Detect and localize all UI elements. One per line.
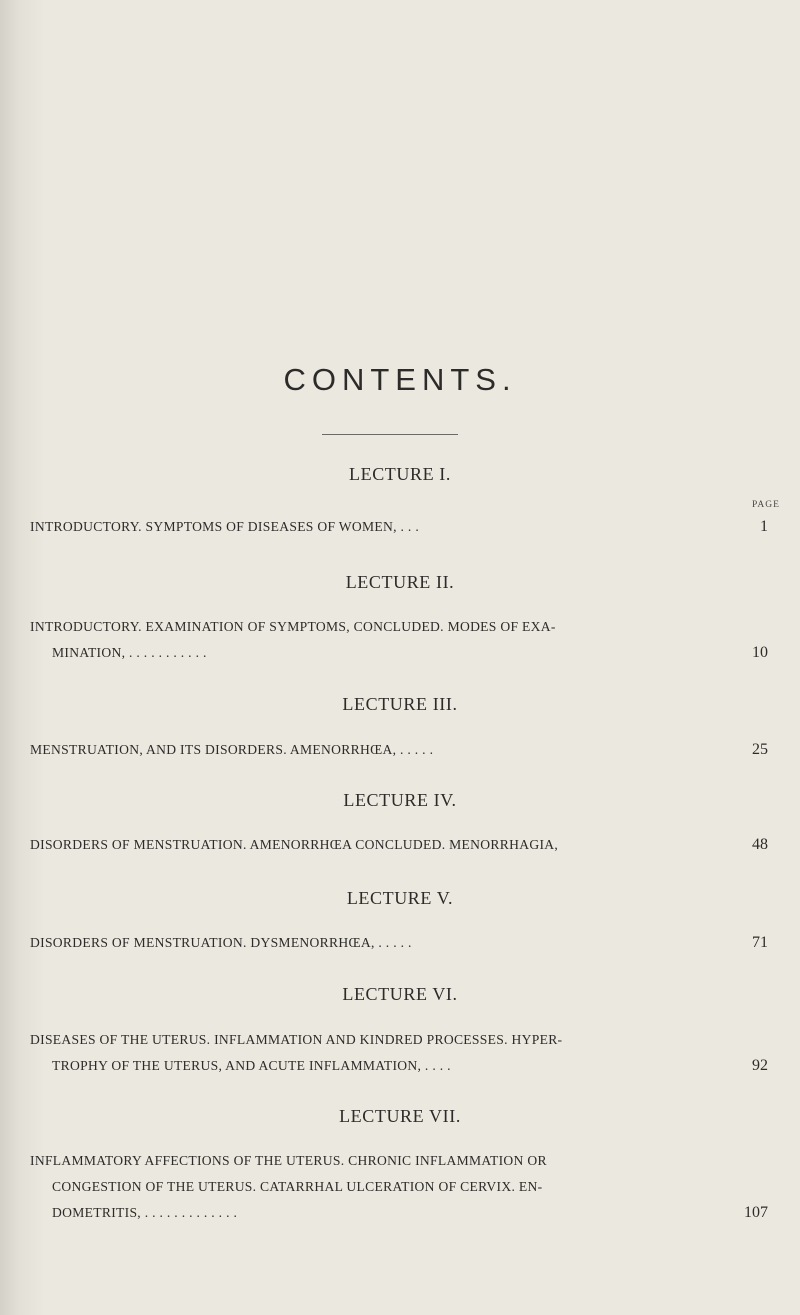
toc-entry-line: DISORDERS OF MENSTRUATION. AMENORRHŒA CONCLUDED. MENORRHAGIA, 48: [30, 832, 758, 858]
toc-entry-line: INFLAMMATORY AFFECTIONS OF THE UTERUS. CHRONIC INFLAMMATION OR: [30, 1153, 547, 1168]
lecture-heading-1: LECTURE I.: [349, 464, 451, 484]
lecture-heading-4: LECTURE IV.: [343, 790, 457, 810]
page-column-label: PAGE: [752, 500, 780, 510]
lecture-heading-5: LECTURE V.: [346, 888, 454, 908]
toc-entry-7: [30, 1148, 768, 1226]
title-divider: [322, 434, 458, 435]
toc-entry-line: DOMETRITIS, . . . . . . . . . . . . . 107: [30, 1200, 758, 1226]
lecture-heading-6: LECTURE VI.: [342, 984, 458, 1004]
toc-entry-line: DISEASES OF THE UTERUS. INFLAMMATION AND KINDRED PROCESSES. HYPER-: [30, 1032, 563, 1047]
toc-entry-line: INTRODUCTORY. SYMPTOMS OF DISEASES OF WOMEN, . . . 1: [30, 514, 758, 540]
toc-entry-line: INTRODUCTORY. EXAMINATION OF SYMPTOMS, CONCLUDED. MODES OF EXA-: [30, 619, 556, 634]
page-title: CONTENTS.: [283, 362, 517, 397]
toc-entry-line: MINATION, . . . . . . . . . . . 10: [30, 640, 758, 666]
lecture-heading-2: LECTURE II.: [345, 572, 455, 592]
toc-entry-line: MENSTRUATION, AND ITS DISORDERS. AMENORRHŒA, . . . . . 25: [30, 737, 758, 763]
lecture-heading-7: LECTURE VII.: [339, 1106, 461, 1126]
toc-entry-4: [30, 832, 768, 858]
page-number: 10: [752, 644, 768, 661]
toc-entry-line: CONGESTION OF THE UTERUS. CATARRHAL ULCERATION OF CERVIX. EN-: [52, 1179, 543, 1194]
toc-entry-2: [30, 614, 768, 666]
toc-entry-6: [30, 1027, 768, 1079]
toc-entry-1: [30, 514, 768, 540]
page-number: 71: [752, 934, 768, 951]
toc-entry-5: [30, 930, 768, 956]
toc-entry-line: TROPHY OF THE UTERUS, AND ACUTE INFLAMMATION, . . . . 92: [30, 1053, 758, 1079]
lecture-heading-3: LECTURE III.: [342, 694, 458, 714]
page-number: 48: [752, 836, 768, 853]
toc-entry-3: [30, 737, 768, 763]
toc-entry-line: DISORDERS OF MENSTRUATION. DYSMENORRHŒA, . . . . . 71: [30, 930, 758, 956]
page-number: 25: [752, 741, 768, 758]
page-number: 1: [760, 518, 768, 535]
page-number: 107: [744, 1204, 768, 1221]
page-number: 92: [752, 1057, 768, 1074]
